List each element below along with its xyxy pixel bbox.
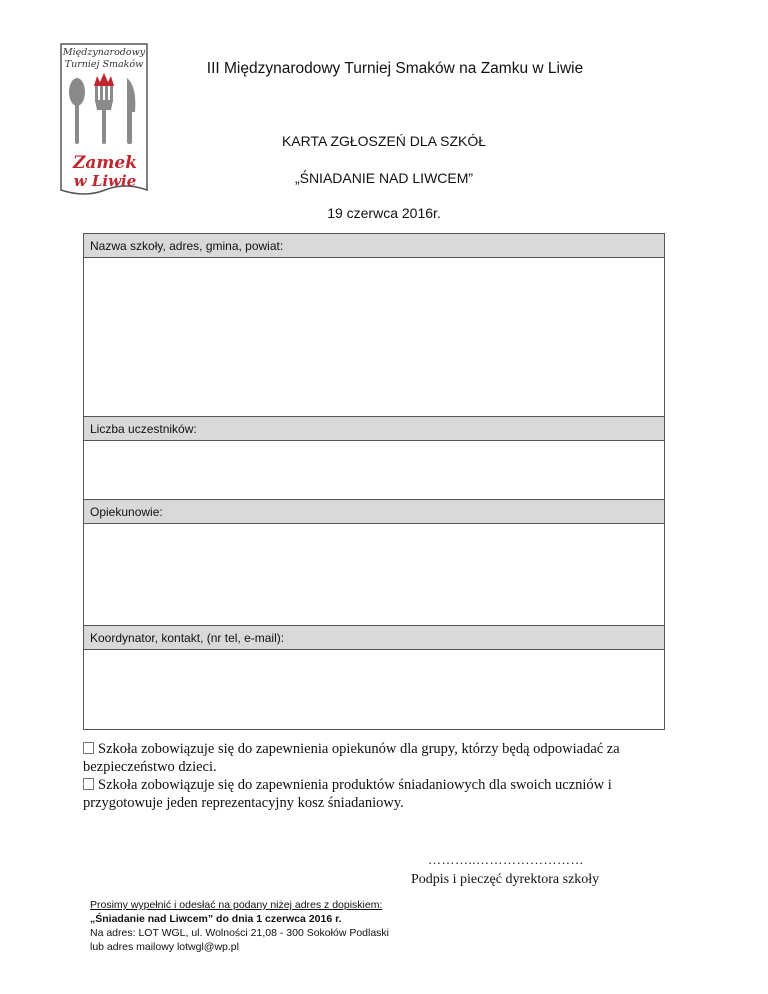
guardians-field[interactable] [84, 524, 664, 626]
tournament-title: III Międzynarodowy Turniej Smaków na Zamku w Liwie [206, 60, 584, 77]
logo-name-line1: Zamek [72, 153, 138, 173]
coordinator-label: Koordynator, kontakt, (nr tel, e-mail): [84, 626, 664, 650]
guardians-statement-line2: bezpieczeństwo dzieci. [83, 759, 217, 775]
logo-line2: Turniej Smaków [64, 59, 144, 70]
products-statement-line1: Szkoła zobowiązuje się do zapewnienia produktów śniadaniowych dla swoich uczniów i [98, 777, 612, 793]
school-field[interactable] [84, 258, 664, 417]
logo-line1: Międzynarodowy [62, 47, 146, 58]
event-date: 19 czerwca 2016r. [327, 205, 441, 221]
logo-name-line2: w Liwie [73, 172, 137, 190]
participants-label: Liczba uczestników: [84, 417, 664, 441]
guardians-label: Opiekunowie: [84, 500, 664, 524]
products-checkbox[interactable] [83, 778, 94, 790]
event-name: „ŚNIADANIE NAD LIWCEM” [294, 170, 474, 186]
signature-label: Podpis i pieczęć dyrektora szkoły [411, 872, 600, 887]
footer-address: Na adres: LOT WGL, ul. Wolności 21,08 - 300 Sokołów Podlaski [90, 927, 390, 939]
products-statement [83, 776, 683, 812]
products-statement-line2: przygotowuje jeden reprezentacyjny kosz śniadaniowy. [83, 795, 404, 811]
guardians-checkbox[interactable] [83, 742, 94, 754]
coordinator-field[interactable] [84, 650, 664, 729]
school-label: Nazwa szkoły, adres, gmina, powiat: [84, 234, 664, 258]
footer-instruction: Prosimy wypełnić i odesłać na podany niżej adres z dopiskiem: [90, 899, 383, 911]
guardians-statement [83, 740, 683, 776]
document-title: KARTA ZGŁOSZEŃ DLA SZKÓŁ [281, 133, 487, 149]
footer-deadline: „Śniadanie nad Liwcem” do dnia 1 czerwca 2016 r. [90, 913, 342, 925]
registration-form [83, 233, 665, 730]
signature-line: ………..…………………… [428, 852, 584, 867]
guardians-statement-line1: Szkoła zobowiązuje się do zapewnienia opiekunów dla grupy, którzy będą odpowiadać za [98, 741, 620, 757]
footer-email: lub adres mailowy lotwgl@wp.pl [90, 941, 239, 953]
participants-field[interactable] [84, 441, 664, 500]
